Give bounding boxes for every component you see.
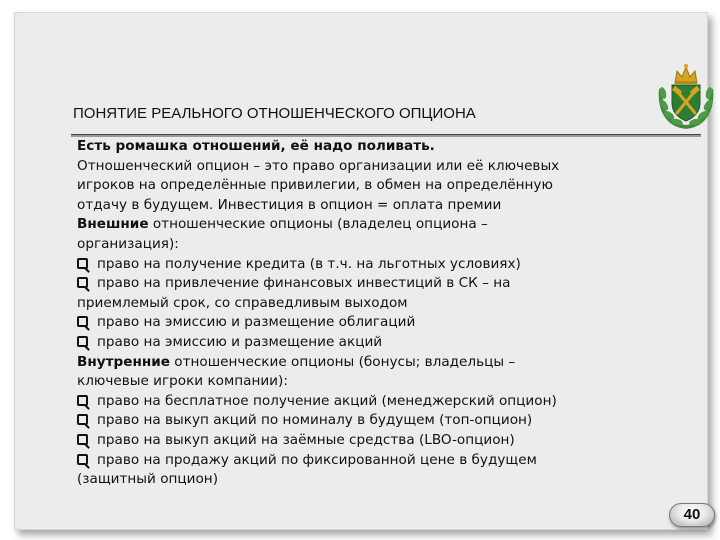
body-text-line [77,235,689,255]
bullet-list-item [77,392,689,412]
page-title: ПОНЯТИЕ РЕАЛЬНОГО ОТНОШЕНЧЕСКОГО ОПЦИОНА [73,105,476,122]
bullet-list-item [77,411,689,431]
emblem-logo [655,59,717,131]
text-segment: право на бесплатное получение акций (менеджерский опцион) [97,392,557,409]
bold-text: Внутренние [77,353,170,370]
body-text-line [77,215,689,235]
text-segment: право на эмиссию и размещение акций [97,333,383,350]
text-segment: право на выкуп акций по номиналу в будущем (топ-опцион) [97,412,533,429]
body-text-line [77,353,689,373]
checkbox-bullet-icon [77,316,88,327]
bold-text: Внешние [77,216,149,233]
bullet-list-item [77,274,689,294]
body-text-line [77,137,689,157]
checkbox-bullet-icon [77,414,88,425]
bold-text: Есть ромашка отношений, её надо поливать. [77,138,435,154]
page-number-badge: 40 [669,503,715,527]
text-segment: право на эмиссию и размещение облигаций [97,314,416,331]
body-text-line [77,157,689,177]
text-segment: право на привлечение финансовых инвестиций в СК – на [97,275,511,292]
text-segment: (защитный опцион) [77,471,218,488]
text-segment: приемлемый срок, со справедливым выходом [77,294,408,311]
slide-body [77,137,689,490]
text-segment: игроков на определённые привилегии, в обмен на определённую [77,177,553,194]
text-segment: отношенческие опционы (владелец опциона – [148,216,488,233]
body-text-line [77,176,689,196]
bullet-list-item [77,313,689,333]
bullet-list-item [77,451,689,471]
slide [14,12,708,530]
checkbox-bullet-icon [77,258,88,269]
bullet-list-item [77,333,689,353]
text-segment: право на выкуп акций на заёмные средства (LBO-опцион) [97,431,515,448]
body-text-line [77,470,689,490]
text-segment: отношенческие опционы (бонусы; владельцы – [169,353,516,370]
checkbox-bullet-icon [77,454,88,465]
text-segment: ключевые игроки компании): [77,373,288,390]
bullet-list-item [77,255,689,275]
checkbox-bullet-icon [77,336,88,347]
checkbox-bullet-icon [77,434,88,445]
body-text-line [77,372,689,392]
body-text-line [77,294,689,314]
checkbox-bullet-icon [77,277,88,288]
bullet-list-item [77,431,689,451]
body-text-line [77,196,689,216]
text-segment: отдачу в будущем. Инвестиция в опцион = оплата премии [77,196,502,213]
text-segment: Отношенческий опцион – это право организации или её ключевых [77,157,560,174]
text-segment: организация): [77,235,179,252]
text-segment: право на продажу акций по фиксированной цене в будущем [97,451,537,468]
text-segment: право на получение кредита (в т.ч. на льготных условиях) [97,255,521,272]
checkbox-bullet-icon [77,395,88,406]
